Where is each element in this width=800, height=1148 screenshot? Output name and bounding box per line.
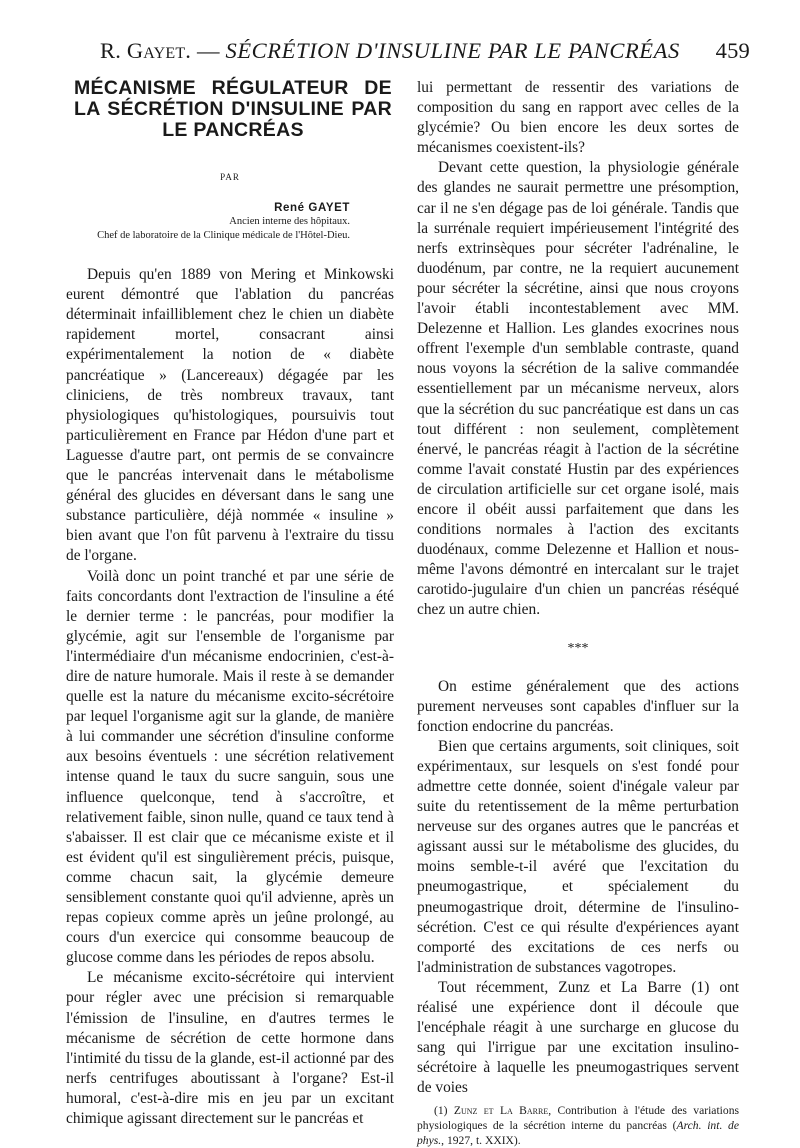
right-paragraph-3: On estime généralement que des actions purement nerveuses sont capables d'influer sur la fonction endocrine du pancréas. — [417, 677, 739, 735]
left-paragraph-3: Le mécanisme excito-sécrétoire qui intervient pour régler avec une précision si remarquable l'émission de l'insuline, en d'autres termes le mécanisme de sécrétion de cette hormone dans l'intimité du tissu de la glande, est-il actionné par des nerfs centrifuges aboutissant à l'organe? Est-il humoral, c'est-à-dire mis en jeu par un excitant chimique agissant directement sur le pancréas et — [66, 969, 394, 1128]
title-spacer — [66, 243, 394, 265]
footnote-authors: Zunz et La Barre — [453, 1103, 549, 1117]
left-column — [66, 78, 394, 1129]
author-byline — [66, 201, 394, 243]
page-number: 459 — [715, 38, 750, 63]
header-dash: — — [191, 38, 226, 63]
left-paragraph-2: Voilà donc un point tranché et par une série de faits concordants dont l'extraction de l'insuline a été le dernier terme : le pancréas, pour modifier la glycémie, agit sur l'ensemble de l'organisme par l'intermédiaire d'un mécanisme endocrinien, c'est-à-dire de nature humorale. Mais il reste à se demander quelle est la nature du mécanisme excito-sécrétoire par lequel l'organisme agit sur la glande, de manière à lui commander une sécrétion d'insuline conforme aux besoins éventuels : une sécrétion relativement intense quand le taux du sucre sanguin, sous une influence quelconque, tend à s'accroître, et relativement faible, sinon nulle, quand ce taux tend à s'abaisser. Il est clair que ce mécanisme existe et il est évident qu'il est singulièrement précis, puisque, comme chacun sait, la glycémie demeure sensiblement constante quoi qu'il advienne, après un repas copieux comme après un jeûne prolongé, au cours d'un exercice qui consomme beaucoup de glucose comme dans les périodes de repos absolu. — [66, 567, 394, 967]
left-paragraph-1: Depuis qu'en 1889 von Mering et Minkowski eurent démontré que l'ablation du pancréas déterminait infailliblement chez le chien un diabète rapidement mortel, consacrant ainsi expérimentalement la notion de « diabète pancréatique » (Lancereaux) dégagée par les cliniciens, de très nombreux travaux, tant physiologiques qu'histologiques, poursuivis tout particulièrement en France par Hédon d'une part et Laguesse d'autre part, ont permis de se convaincre que le pancréas intervenait dans le métabolisme général des glucides en déversant dans le sang une substance particulière, déjà nommée « insuline » bien avant que l'on fût parvenu à l'extraire du tissu de l'organe. — [66, 266, 394, 565]
right-paragraph-5: Tout récemment, Zunz et La Barre (1) ont réalisé une expérience dont il découle que l'encéphale réagit à une surcharge en glucose du sang qui l'irrigue par une excitation insulino-sécrétoire à laquelle les pneumogastriques servent de voies — [417, 978, 739, 1097]
header-title: SÉCRÉTION D'INSULINE PAR LE PANCRÉAS — [225, 38, 680, 63]
right-paragraph-2: Devant cette question, la physiologie générale des glandes ne saurait permettre une présomption, car il ne s'en dégage pas de loi générale. Tandis que la surrénale requiert impérieusement l'intégrité des nerfs extrinsèques pour sécréter l'adrénaline, le duodénum, par contre, ne la requiert aucunement pour sécréter la sécrétine, ainsi que nous croyons l'avoir établi incontestablement avec MM. Delezenne et Hallion. Les glandes exocrines nous offrent l'exemple d'un semblable contraste, quand nous voyons la sécrétion de la salive commandée essentiellement par un mécanisme nerveux, alors que la sécrétion du suc pancréatique est dans un cas tout différent : non seulement, complètement énervé, le pancréas réagit à l'action de la sécrétine comme l'avait constaté Hustin par des expériences de circulation artificielle sur cet organe isolé, mais encore il obéit aussi parfaitement que dans les conditions normales à l'action des excitants duodénaux, comme Delezenne et Hallion et nous-même l'avons démontré en intercalant sur le trajet carotido-jugulaire d'un chien un pancréas réséqué chez un autre chien. — [417, 159, 739, 619]
footnote-journal: Arch. int. de phys. — [417, 1118, 739, 1147]
footnote-citation: , 1927, t. XXIX). — [441, 1133, 521, 1147]
footnote-marker: (1) — [434, 1103, 448, 1117]
right-column — [417, 78, 739, 1148]
author-affiliation-1: Ancien interne des hôpitaux. — [229, 216, 350, 228]
header-author: R. Gayet. — [100, 38, 192, 63]
footnote — [417, 1103, 739, 1148]
by-label: PAR — [220, 172, 240, 182]
author-affiliation-2: Chef de laboratoire de la Clinique médicale de l'Hôtel-Dieu. — [97, 230, 350, 242]
running-header — [100, 38, 750, 72]
right-paragraph-4: Bien que certains arguments, soit cliniques, soit expérimentaux, sur lesquels on s'est fondé pour admettre cette donnée, soient d'inégale valeur par suite du retentissement de la même perturbation nerveuse sur des organes autres que le pancréas et agissant aussi sur le métabolisme des glucides, du moins semble-t-il avéré que l'excitation du pneumogastrique, et spécialement du pneumogastrique droit, détermine de l'insulino-sécrétion. C'est ce qui résulte d'expériences ayant comporté des excitations de ces nerfs ou l'administration de substances vagotropes. — [417, 737, 739, 976]
section-separator: *** — [567, 640, 589, 656]
article-title: MÉCANISME RÉGULATEUR DE LA SÉCRÉTION D'INSULINE PAR LE PANCRÉAS — [74, 77, 392, 141]
footnote-text: , Contribution à l'étude des variations physiologiques de la sécrétion interne du pancréas ( — [417, 1103, 739, 1132]
author-name: René GAYET — [274, 202, 350, 215]
right-paragraph-1: lui permettant de ressentir des variations de composition du sang en rapport avec celles de la glycémie? Ou bien encore les deux sortes de mécanismes coexistent-ils? — [417, 79, 739, 157]
